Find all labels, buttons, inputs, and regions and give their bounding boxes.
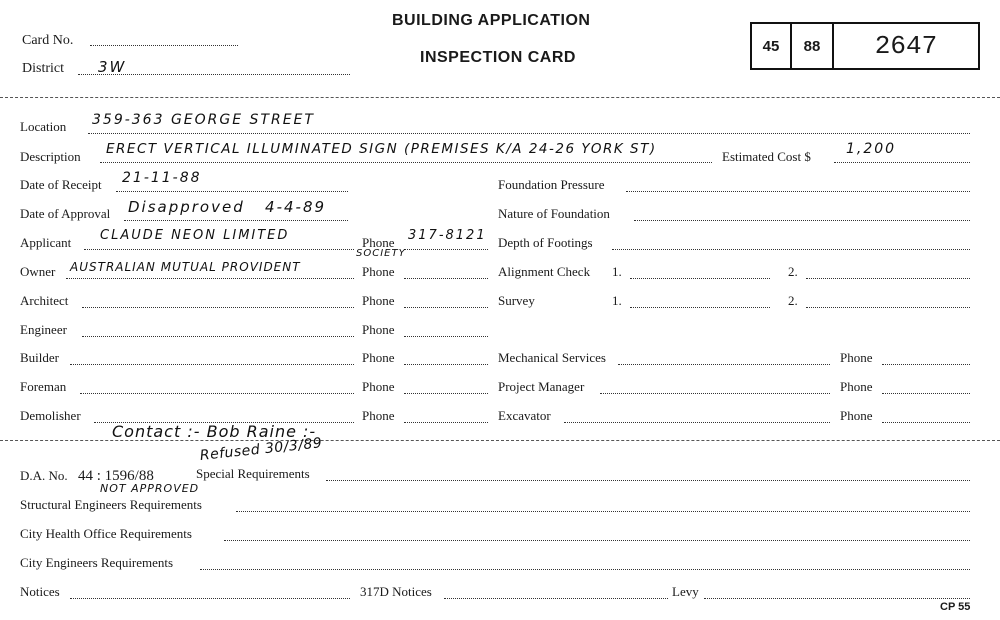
box-cell-2: 88 bbox=[792, 24, 834, 68]
applicant-phone-label: Phone bbox=[362, 235, 395, 250]
applicant-line bbox=[84, 249, 354, 250]
notices-317d-label: 317D Notices bbox=[360, 584, 432, 599]
excavator-line bbox=[564, 422, 830, 423]
project-manager-line bbox=[600, 393, 830, 394]
health-line bbox=[224, 540, 970, 541]
notices-label: Notices bbox=[20, 584, 60, 599]
date-approval-value: Disapproved 4-4-89 bbox=[128, 198, 327, 216]
date-receipt-line bbox=[116, 191, 348, 192]
demolisher-phone-line bbox=[404, 422, 488, 423]
applicant-label: Applicant bbox=[20, 235, 72, 250]
builder-phone-line bbox=[404, 364, 488, 365]
project-manager-label: Project Manager bbox=[498, 379, 585, 394]
city-engineers-line bbox=[200, 569, 970, 570]
card-subtitle: INSPECTION CARD bbox=[420, 49, 576, 66]
description-label: Description bbox=[20, 149, 81, 164]
mechanical-label: Mechanical Services bbox=[498, 350, 606, 365]
date-approval-label: Date of Approval bbox=[20, 206, 111, 221]
architect-phone-label: Phone bbox=[362, 293, 395, 308]
date-receipt-value: 21-11-88 bbox=[122, 170, 202, 186]
not-approved-note: NOT APPROVED bbox=[100, 482, 200, 495]
city-engineers-label: City Engineers Requirements bbox=[20, 555, 174, 570]
card-no-label: Card No. bbox=[22, 33, 74, 48]
notices-317d-line bbox=[444, 598, 668, 599]
estimated-cost-label: Estimated Cost $ bbox=[722, 149, 811, 164]
da-value: 44 : 1596/88 bbox=[78, 468, 154, 484]
engineer-line bbox=[82, 336, 354, 337]
levy-label: Levy bbox=[672, 584, 699, 599]
foundation-pressure-line bbox=[626, 191, 970, 192]
date-approval-line bbox=[124, 220, 348, 221]
owner-line bbox=[66, 278, 354, 279]
foundation-pressure-label: Foundation Pressure bbox=[498, 177, 605, 192]
demolisher-phone-label: Phone bbox=[362, 408, 395, 423]
location-label: Location bbox=[20, 119, 67, 134]
engineer-label: Engineer bbox=[20, 322, 67, 337]
applicant-value: CLAUDE NEON LIMITED bbox=[100, 228, 290, 243]
owner-label: Owner bbox=[20, 264, 56, 279]
description-value: ERECT VERTICAL ILLUMINATED SIGN (PREMISES K/A 24-26 YORK ST) bbox=[106, 141, 657, 157]
survey-line-1 bbox=[630, 307, 770, 308]
foreman-line bbox=[80, 393, 354, 394]
excavator-phone-label: Phone bbox=[840, 408, 873, 423]
location-line bbox=[88, 133, 970, 134]
survey-num-1: 1. bbox=[612, 293, 622, 308]
survey-label: Survey bbox=[498, 293, 535, 308]
special-requirements-line bbox=[326, 480, 970, 481]
depth-footings-label: Depth of Footings bbox=[498, 235, 593, 250]
owner-phone-line bbox=[404, 278, 488, 279]
alignment-line-2 bbox=[806, 278, 970, 279]
box-cell-1: 45 bbox=[752, 24, 792, 68]
engineer-phone-line bbox=[404, 336, 488, 337]
nature-foundation-label: Nature of Foundation bbox=[498, 206, 610, 221]
foreman-phone-line bbox=[404, 393, 488, 394]
special-requirements-label: Special Requirements bbox=[196, 466, 310, 481]
owner-phone-label: Phone bbox=[362, 264, 395, 279]
da-label: D.A. No. bbox=[20, 468, 68, 483]
levy-line bbox=[704, 598, 970, 599]
refused-note: Refused 30/3/89 bbox=[199, 435, 324, 464]
nature-foundation-line bbox=[634, 220, 970, 221]
engineer-phone-label: Phone bbox=[362, 322, 395, 337]
district-value: 3W bbox=[98, 58, 127, 76]
card-title: BUILDING APPLICATION bbox=[392, 12, 591, 29]
depth-footings-line bbox=[612, 249, 970, 250]
survey-num-2: 2. bbox=[788, 293, 798, 308]
foreman-phone-label: Phone bbox=[362, 379, 395, 394]
builder-label: Builder bbox=[20, 350, 59, 365]
builder-line bbox=[70, 364, 354, 365]
card-number: 2647 bbox=[874, 31, 938, 61]
demolisher-label: Demolisher bbox=[20, 408, 81, 423]
mechanical-phone-line bbox=[882, 364, 970, 365]
excavator-phone-line bbox=[882, 422, 970, 423]
owner-value-2: SOCIETY bbox=[356, 248, 406, 259]
applicant-phone-line bbox=[404, 249, 488, 250]
architect-label: Architect bbox=[20, 293, 69, 308]
mechanical-phone-label: Phone bbox=[840, 350, 873, 365]
top-divider bbox=[0, 97, 1000, 98]
applicant-phone-value: 317-8121 bbox=[408, 228, 487, 243]
health-label: City Health Office Requirements bbox=[20, 526, 192, 541]
notices-line bbox=[70, 598, 350, 599]
estimated-cost-line bbox=[834, 162, 970, 163]
foreman-label: Foreman bbox=[20, 379, 67, 394]
project-manager-phone-line bbox=[882, 393, 970, 394]
mechanical-line bbox=[618, 364, 830, 365]
card-number-box bbox=[750, 22, 980, 70]
form-code: CP 55 bbox=[940, 601, 971, 613]
contact-note: Contact :- Bob Raine :- bbox=[112, 422, 317, 441]
estimated-cost-value: 1,200 bbox=[846, 141, 897, 157]
structural-line bbox=[236, 511, 970, 512]
survey-line-2 bbox=[806, 307, 970, 308]
excavator-label: Excavator bbox=[498, 408, 551, 423]
alignment-num-2: 2. bbox=[788, 264, 798, 279]
card-no-line bbox=[90, 45, 238, 46]
project-manager-phone-label: Phone bbox=[840, 379, 873, 394]
description-line bbox=[100, 162, 712, 163]
structural-label: Structural Engineers Requirements bbox=[20, 497, 202, 512]
builder-phone-label: Phone bbox=[362, 350, 395, 365]
location-value: 359-363 GEORGE STREET bbox=[92, 112, 315, 128]
alignment-check-label: Alignment Check bbox=[498, 264, 591, 279]
architect-phone-line bbox=[404, 307, 488, 308]
alignment-line-1 bbox=[630, 278, 770, 279]
alignment-num-1: 1. bbox=[612, 264, 622, 279]
district-label: District bbox=[22, 61, 64, 76]
date-receipt-label: Date of Receipt bbox=[20, 177, 102, 192]
owner-value: AUSTRALIAN MUTUAL PROVIDENT bbox=[70, 260, 301, 274]
architect-line bbox=[82, 307, 354, 308]
